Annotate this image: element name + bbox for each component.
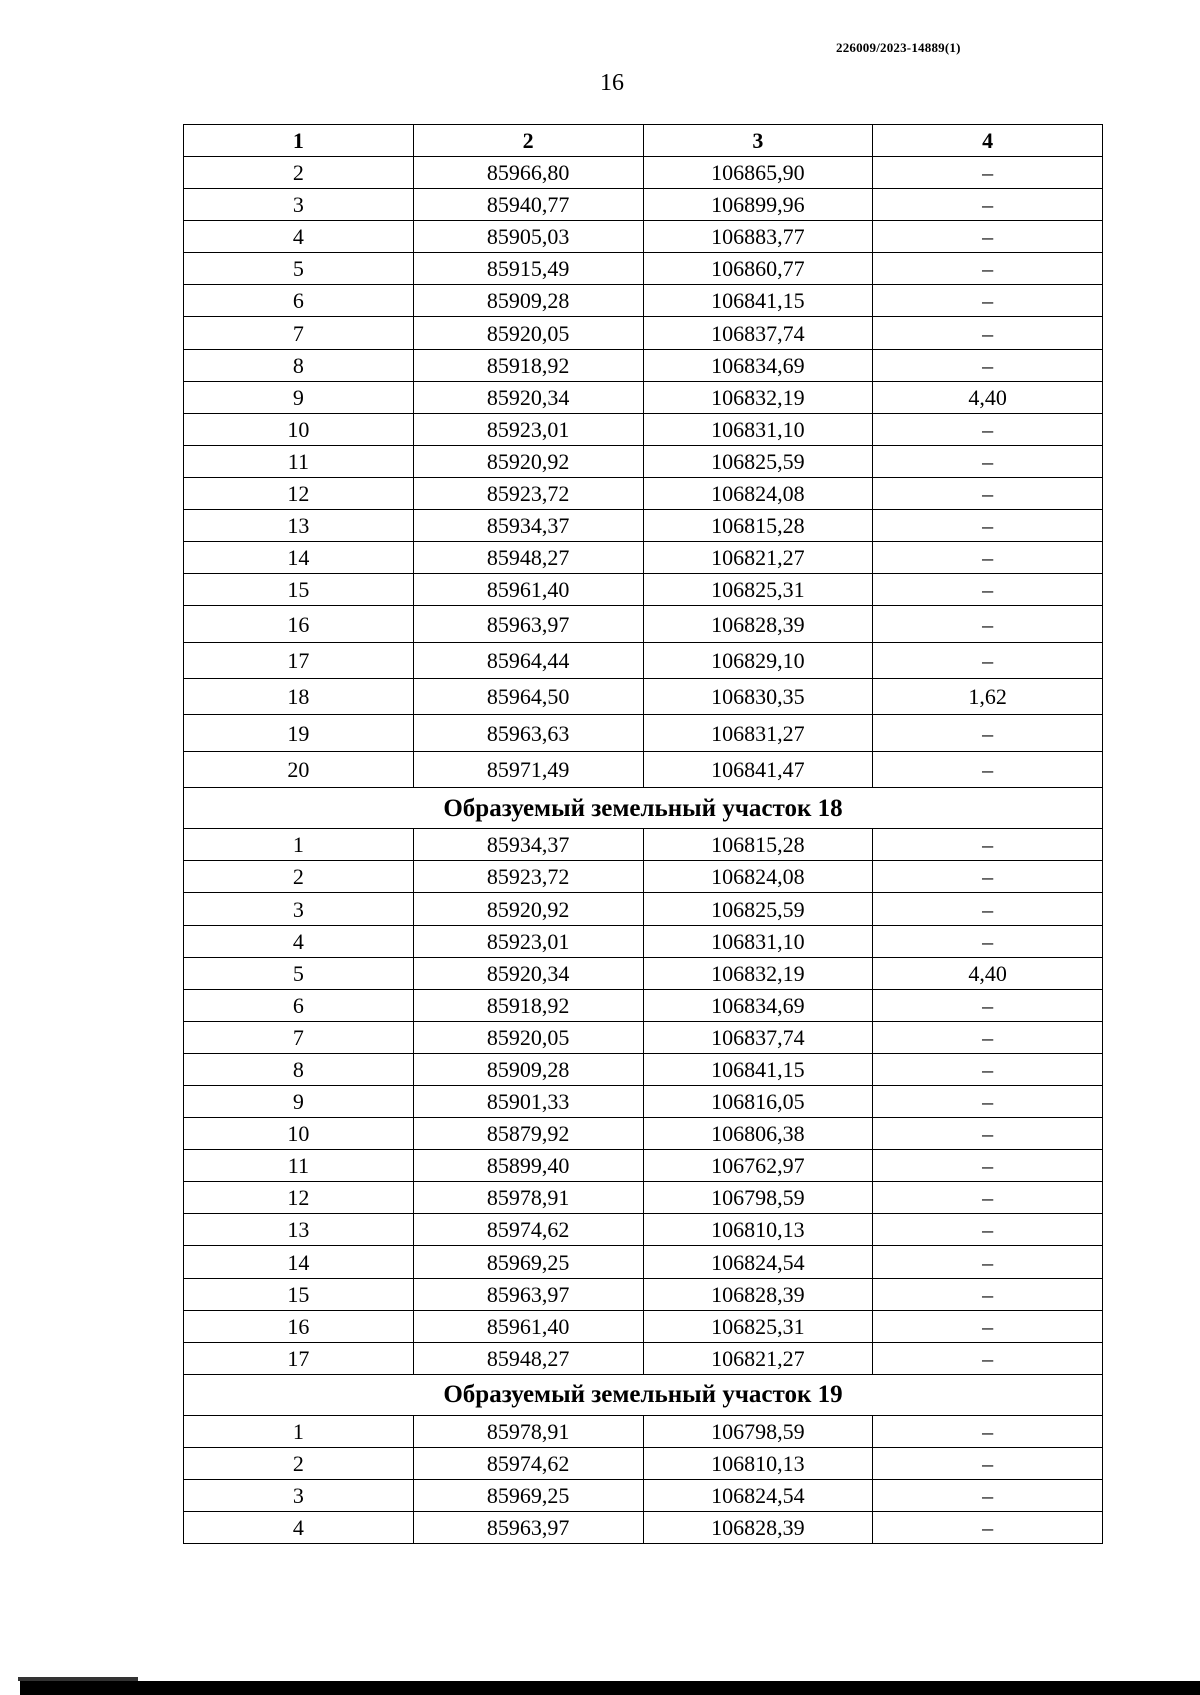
distance-cell: –	[873, 1118, 1103, 1150]
table-row	[184, 1342, 1103, 1374]
x-coordinate-cell: 85961,40	[413, 574, 643, 606]
x-coordinate-cell: 85920,34	[413, 381, 643, 413]
distance-cell: –	[873, 1021, 1103, 1053]
table-row	[184, 606, 1103, 642]
x-coordinate-cell: 85974,62	[413, 1447, 643, 1479]
section-title: Образуемый земельный участок 18	[184, 788, 1103, 829]
distance-cell: –	[873, 317, 1103, 349]
y-coordinate-cell: 106831,10	[643, 413, 873, 445]
table-row	[184, 317, 1103, 349]
x-coordinate-cell: 85920,92	[413, 893, 643, 925]
table-row	[184, 1053, 1103, 1085]
y-coordinate-cell: 106824,08	[643, 477, 873, 509]
point-number-cell: 18	[184, 679, 414, 715]
point-number-cell: 16	[184, 606, 414, 642]
table-row	[184, 1182, 1103, 1214]
y-coordinate-cell: 106831,10	[643, 925, 873, 957]
x-coordinate-cell: 85920,05	[413, 1021, 643, 1053]
distance-cell: –	[873, 445, 1103, 477]
y-coordinate-cell: 106832,19	[643, 957, 873, 989]
distance-cell: –	[873, 1246, 1103, 1278]
table-row	[184, 1021, 1103, 1053]
point-number-cell: 8	[184, 1053, 414, 1085]
y-coordinate-cell: 106834,69	[643, 349, 873, 381]
x-coordinate-cell: 85978,91	[413, 1415, 643, 1447]
x-coordinate-cell: 85915,49	[413, 253, 643, 285]
x-coordinate-cell: 85971,49	[413, 751, 643, 787]
x-coordinate-cell: 85948,27	[413, 1342, 643, 1374]
table-row	[184, 1086, 1103, 1118]
distance-cell: –	[873, 1214, 1103, 1246]
table-row	[184, 893, 1103, 925]
table-row	[184, 381, 1103, 413]
section-title-block	[184, 788, 1103, 829]
distance-cell: –	[873, 1342, 1103, 1374]
table-row	[184, 1310, 1103, 1342]
section-title-block	[184, 1374, 1103, 1415]
y-coordinate-cell: 106830,35	[643, 679, 873, 715]
table-row	[184, 829, 1103, 861]
table-row	[184, 1512, 1103, 1544]
point-number-cell: 14	[184, 1246, 414, 1278]
x-coordinate-cell: 85963,97	[413, 606, 643, 642]
x-coordinate-cell: 85920,34	[413, 957, 643, 989]
table-row	[184, 1246, 1103, 1278]
distance-cell: –	[873, 285, 1103, 317]
point-number-cell: 10	[184, 1118, 414, 1150]
y-coordinate-cell: 106824,54	[643, 1480, 873, 1512]
y-coordinate-cell: 106825,59	[643, 893, 873, 925]
x-coordinate-cell: 85879,92	[413, 1118, 643, 1150]
distance-cell: –	[873, 642, 1103, 678]
distance-cell: –	[873, 1150, 1103, 1182]
table-row	[184, 445, 1103, 477]
table-row	[184, 221, 1103, 253]
point-number-cell: 15	[184, 1278, 414, 1310]
point-number-cell: 1	[184, 1415, 414, 1447]
section-title: Образуемый земельный участок 19	[184, 1374, 1103, 1415]
point-number-cell: 3	[184, 1480, 414, 1512]
y-coordinate-cell: 106821,27	[643, 1342, 873, 1374]
x-coordinate-cell: 85966,80	[413, 157, 643, 189]
table-row	[184, 285, 1103, 317]
point-number-cell: 5	[184, 253, 414, 285]
point-number-cell: 9	[184, 381, 414, 413]
section-title-row	[184, 1374, 1103, 1415]
table-row	[184, 1118, 1103, 1150]
point-number-cell: 14	[184, 542, 414, 574]
y-coordinate-cell: 106831,27	[643, 715, 873, 751]
table-row	[184, 1150, 1103, 1182]
column-header-3: 3	[643, 125, 873, 157]
distance-cell: –	[873, 574, 1103, 606]
y-coordinate-cell: 106829,10	[643, 642, 873, 678]
point-number-cell: 12	[184, 1182, 414, 1214]
table-row	[184, 642, 1103, 678]
point-number-cell: 13	[184, 510, 414, 542]
table-row	[184, 715, 1103, 751]
distance-cell: –	[873, 1415, 1103, 1447]
distance-cell: –	[873, 893, 1103, 925]
distance-cell: 4,40	[873, 381, 1103, 413]
y-coordinate-cell: 106883,77	[643, 221, 873, 253]
table-row	[184, 510, 1103, 542]
distance-cell: –	[873, 925, 1103, 957]
table-row	[184, 957, 1103, 989]
point-number-cell: 6	[184, 989, 414, 1021]
document-id: 226009/2023-14889(1)	[836, 40, 961, 55]
point-number-cell: 11	[184, 445, 414, 477]
scan-edge-bar	[20, 1681, 1200, 1695]
x-coordinate-cell: 85923,72	[413, 861, 643, 893]
x-coordinate-cell: 85923,72	[413, 477, 643, 509]
y-coordinate-cell: 106810,13	[643, 1214, 873, 1246]
distance-cell: –	[873, 1447, 1103, 1479]
point-number-cell: 4	[184, 1512, 414, 1544]
x-coordinate-cell: 85901,33	[413, 1086, 643, 1118]
y-coordinate-cell: 106841,15	[643, 1053, 873, 1085]
x-coordinate-cell: 85923,01	[413, 925, 643, 957]
y-coordinate-cell: 106899,96	[643, 189, 873, 221]
table-row	[184, 751, 1103, 787]
y-coordinate-cell: 106834,69	[643, 989, 873, 1021]
distance-cell: –	[873, 253, 1103, 285]
distance-cell: –	[873, 157, 1103, 189]
point-number-cell: 8	[184, 349, 414, 381]
x-coordinate-cell: 85918,92	[413, 349, 643, 381]
column-header-4: 4	[873, 125, 1103, 157]
y-coordinate-cell: 106806,38	[643, 1118, 873, 1150]
table-row	[184, 189, 1103, 221]
distance-cell: 4,40	[873, 957, 1103, 989]
distance-cell: –	[873, 542, 1103, 574]
distance-cell: –	[873, 1278, 1103, 1310]
y-coordinate-cell: 106815,28	[643, 829, 873, 861]
point-number-cell: 11	[184, 1150, 414, 1182]
x-coordinate-cell: 85969,25	[413, 1246, 643, 1278]
distance-cell: –	[873, 189, 1103, 221]
y-coordinate-cell: 106824,54	[643, 1246, 873, 1278]
y-coordinate-cell: 106832,19	[643, 381, 873, 413]
distance-cell: –	[873, 1086, 1103, 1118]
point-number-cell: 13	[184, 1214, 414, 1246]
distance-cell: –	[873, 606, 1103, 642]
table-row	[184, 925, 1103, 957]
y-coordinate-cell: 106798,59	[643, 1415, 873, 1447]
point-number-cell: 1	[184, 829, 414, 861]
x-coordinate-cell: 85923,01	[413, 413, 643, 445]
column-header-2: 2	[413, 125, 643, 157]
x-coordinate-cell: 85918,92	[413, 989, 643, 1021]
y-coordinate-cell: 106762,97	[643, 1150, 873, 1182]
y-coordinate-cell: 106837,74	[643, 317, 873, 349]
distance-cell: 1,62	[873, 679, 1103, 715]
x-coordinate-cell: 85963,97	[413, 1512, 643, 1544]
point-number-cell: 7	[184, 317, 414, 349]
table-row	[184, 861, 1103, 893]
x-coordinate-cell: 85963,97	[413, 1278, 643, 1310]
x-coordinate-cell: 85920,05	[413, 317, 643, 349]
table-row	[184, 157, 1103, 189]
y-coordinate-cell: 106824,08	[643, 861, 873, 893]
y-coordinate-cell: 106810,13	[643, 1447, 873, 1479]
x-coordinate-cell: 85940,77	[413, 189, 643, 221]
table-row	[184, 477, 1103, 509]
table-row	[184, 1214, 1103, 1246]
point-number-cell: 6	[184, 285, 414, 317]
coordinates-table	[183, 124, 1103, 1544]
table-row	[184, 1480, 1103, 1512]
distance-cell: –	[873, 510, 1103, 542]
distance-cell: –	[873, 1310, 1103, 1342]
distance-cell: –	[873, 1480, 1103, 1512]
section-rows	[184, 829, 1103, 1375]
x-coordinate-cell: 85948,27	[413, 542, 643, 574]
table-row	[184, 253, 1103, 285]
point-number-cell: 20	[184, 751, 414, 787]
column-header-1: 1	[184, 125, 414, 157]
point-number-cell: 17	[184, 642, 414, 678]
y-coordinate-cell: 106828,39	[643, 1512, 873, 1544]
table-row	[184, 679, 1103, 715]
section-title-row	[184, 788, 1103, 829]
x-coordinate-cell: 85964,44	[413, 642, 643, 678]
x-coordinate-cell: 85969,25	[413, 1480, 643, 1512]
table-header	[184, 125, 1103, 157]
point-number-cell: 4	[184, 925, 414, 957]
x-coordinate-cell: 85978,91	[413, 1182, 643, 1214]
section-rows	[184, 1415, 1103, 1543]
header-row	[184, 125, 1103, 157]
distance-cell: –	[873, 413, 1103, 445]
y-coordinate-cell: 106825,31	[643, 1310, 873, 1342]
point-number-cell: 2	[184, 861, 414, 893]
y-coordinate-cell: 106828,39	[643, 1278, 873, 1310]
table-row	[184, 349, 1103, 381]
point-number-cell: 2	[184, 1447, 414, 1479]
y-coordinate-cell: 106841,47	[643, 751, 873, 787]
point-number-cell: 5	[184, 957, 414, 989]
y-coordinate-cell: 106828,39	[643, 606, 873, 642]
table-row	[184, 1415, 1103, 1447]
point-number-cell: 15	[184, 574, 414, 606]
x-coordinate-cell: 85961,40	[413, 1310, 643, 1342]
distance-cell: –	[873, 221, 1103, 253]
y-coordinate-cell: 106798,59	[643, 1182, 873, 1214]
point-number-cell: 7	[184, 1021, 414, 1053]
x-coordinate-cell: 85899,40	[413, 1150, 643, 1182]
distance-cell: –	[873, 989, 1103, 1021]
point-number-cell: 3	[184, 189, 414, 221]
x-coordinate-cell: 85905,03	[413, 221, 643, 253]
table-row	[184, 413, 1103, 445]
point-number-cell: 4	[184, 221, 414, 253]
distance-cell: –	[873, 715, 1103, 751]
x-coordinate-cell: 85964,50	[413, 679, 643, 715]
y-coordinate-cell: 106825,59	[643, 445, 873, 477]
y-coordinate-cell: 106860,77	[643, 253, 873, 285]
point-number-cell: 3	[184, 893, 414, 925]
table-row	[184, 989, 1103, 1021]
y-coordinate-cell: 106841,15	[643, 285, 873, 317]
y-coordinate-cell: 106837,74	[643, 1021, 873, 1053]
point-number-cell: 19	[184, 715, 414, 751]
y-coordinate-cell: 106815,28	[643, 510, 873, 542]
point-number-cell: 12	[184, 477, 414, 509]
point-number-cell: 10	[184, 413, 414, 445]
table-row	[184, 1278, 1103, 1310]
x-coordinate-cell: 85909,28	[413, 1053, 643, 1085]
y-coordinate-cell: 106816,05	[643, 1086, 873, 1118]
x-coordinate-cell: 85974,62	[413, 1214, 643, 1246]
x-coordinate-cell: 85934,37	[413, 829, 643, 861]
point-number-cell: 9	[184, 1086, 414, 1118]
table-row	[184, 542, 1103, 574]
table-row	[184, 574, 1103, 606]
x-coordinate-cell: 85909,28	[413, 285, 643, 317]
point-number-cell: 16	[184, 1310, 414, 1342]
point-number-cell: 2	[184, 157, 414, 189]
section-rows	[184, 157, 1103, 788]
distance-cell: –	[873, 1182, 1103, 1214]
x-coordinate-cell: 85963,63	[413, 715, 643, 751]
distance-cell: –	[873, 861, 1103, 893]
distance-cell: –	[873, 1053, 1103, 1085]
distance-cell: –	[873, 829, 1103, 861]
page-number: 16	[600, 70, 624, 96]
point-number-cell: 17	[184, 1342, 414, 1374]
y-coordinate-cell: 106825,31	[643, 574, 873, 606]
distance-cell: –	[873, 751, 1103, 787]
y-coordinate-cell: 106821,27	[643, 542, 873, 574]
x-coordinate-cell: 85920,92	[413, 445, 643, 477]
distance-cell: –	[873, 349, 1103, 381]
distance-cell: –	[873, 477, 1103, 509]
distance-cell: –	[873, 1512, 1103, 1544]
y-coordinate-cell: 106865,90	[643, 157, 873, 189]
x-coordinate-cell: 85934,37	[413, 510, 643, 542]
table-row	[184, 1447, 1103, 1479]
